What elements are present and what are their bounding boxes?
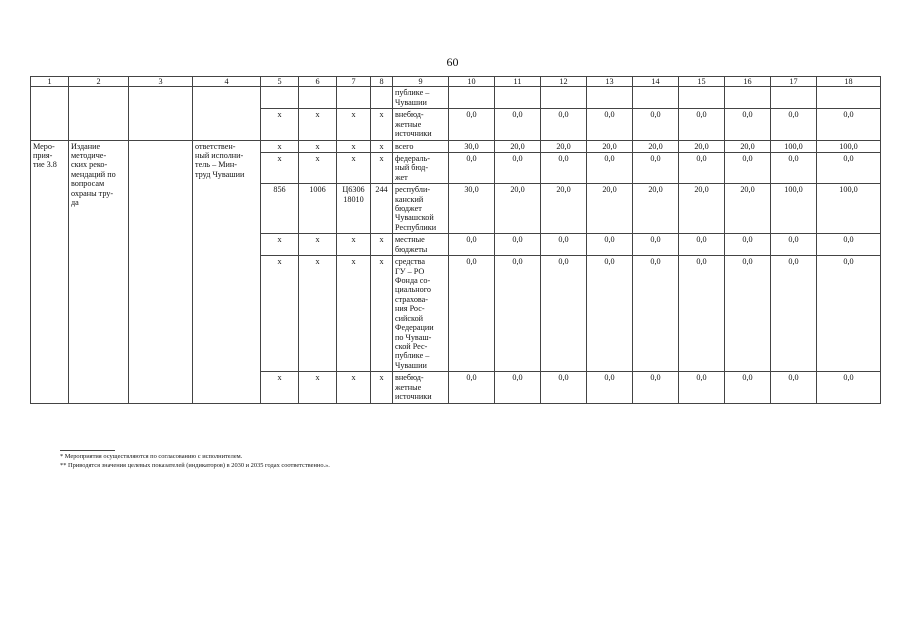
value-cell: 0,0 [771,234,817,256]
code-cell [371,87,393,109]
value-cell: 20,0 [541,140,587,152]
value-cell [817,87,881,109]
empty-cell [129,87,193,140]
value-cell: 100,0 [817,184,881,234]
value-cell: 0,0 [541,109,587,140]
empty-cell [129,140,193,403]
value-cell: 0,0 [541,234,587,256]
code-cell: x [261,372,299,403]
column-header: 15 [679,77,725,87]
code-cell: 856 [261,184,299,234]
code-cell: 1006 [299,184,337,234]
event-row [31,140,881,152]
code-cell: x [371,140,393,152]
footnote-1: * Мероприятия осуществляются по согласованию с исполнителем. [60,453,243,460]
value-cell: 0,0 [817,372,881,403]
value-cell: 0,0 [633,372,679,403]
value-cell: 0,0 [817,109,881,140]
code-cell: x [337,140,371,152]
value-cell: 30,0 [449,184,495,234]
value-cell [449,87,495,109]
value-cell: 20,0 [679,184,725,234]
value-cell [633,87,679,109]
value-cell: 0,0 [679,256,725,372]
code-cell: x [371,256,393,372]
code-cell: x [337,372,371,403]
value-cell: 0,0 [449,152,495,183]
value-cell [679,87,725,109]
value-cell: 100,0 [817,140,881,152]
code-cell: x [261,109,299,140]
value-cell: 0,0 [725,234,771,256]
code-cell: x [337,109,371,140]
code-cell: x [299,256,337,372]
column-header: 17 [771,77,817,87]
value-cell: 0,0 [587,234,633,256]
value-cell: 0,0 [633,152,679,183]
value-cell: 0,0 [587,109,633,140]
code-cell: x [337,234,371,256]
value-cell: 0,0 [771,152,817,183]
executor-cell [193,87,261,140]
value-cell [495,87,541,109]
value-cell: 20,0 [495,140,541,152]
value-cell: 0,0 [725,372,771,403]
value-cell: 100,0 [771,184,817,234]
funding-source-cell: внебюд- жетные источники [393,109,449,140]
code-cell [337,87,371,109]
value-cell: 0,0 [495,109,541,140]
value-cell: 0,0 [771,109,817,140]
value-cell: 20,0 [633,184,679,234]
footnotes [60,450,330,470]
value-cell: 0,0 [587,372,633,403]
event-name-cell [69,87,129,140]
value-cell: 20,0 [541,184,587,234]
value-cell: 20,0 [587,140,633,152]
value-cell: 0,0 [633,234,679,256]
event-number-cell: Меро- прия- тие 3.8 [31,140,69,403]
value-cell: 0,0 [817,256,881,372]
value-cell: 0,0 [587,256,633,372]
code-cell: x [371,372,393,403]
value-cell: 20,0 [679,140,725,152]
column-header: 4 [193,77,261,87]
funding-source-cell: средства ГУ – РО Фонда со- циального страхова- ния Рос- сийской Федерации по Чуваш- ской Рес- публике – Чувашии [393,256,449,372]
value-cell: 20,0 [725,140,771,152]
value-cell [725,87,771,109]
code-cell: x [371,234,393,256]
budget-table [30,76,881,404]
value-cell: 0,0 [449,372,495,403]
value-cell [771,87,817,109]
value-cell: 0,0 [817,234,881,256]
executor-cell: ответствен- ный исполни- тель – Мин- труд Чувашии [193,140,261,403]
column-header: 14 [633,77,679,87]
continuation-row [31,87,881,109]
column-header: 18 [817,77,881,87]
code-cell: x [371,152,393,183]
funding-source-cell: всего [393,140,449,152]
value-cell: 0,0 [495,256,541,372]
code-cell: x [261,234,299,256]
code-cell: x [299,109,337,140]
value-cell: 0,0 [771,256,817,372]
event-name-cell: Издание методиче- ских реко- мендаций по вопросам охраны тру- да [69,140,129,403]
value-cell: 0,0 [633,109,679,140]
value-cell: 20,0 [495,184,541,234]
code-cell: 244 [371,184,393,234]
value-cell: 0,0 [679,372,725,403]
code-cell: x [261,140,299,152]
column-header: 13 [587,77,633,87]
code-cell [299,87,337,109]
value-cell: 0,0 [817,152,881,183]
value-cell: 20,0 [725,184,771,234]
code-cell: x [299,372,337,403]
value-cell: 0,0 [587,152,633,183]
funding-source-cell: внебюд- жетные источники [393,372,449,403]
value-cell: 0,0 [725,256,771,372]
footnote-rule [60,450,115,451]
column-header: 9 [393,77,449,87]
column-header: 2 [69,77,129,87]
value-cell: 0,0 [725,152,771,183]
column-header: 11 [495,77,541,87]
value-cell [541,87,587,109]
value-cell: 0,0 [679,109,725,140]
column-header: 6 [299,77,337,87]
value-cell: 0,0 [495,372,541,403]
header-row [31,77,881,87]
value-cell: 100,0 [771,140,817,152]
column-header: 5 [261,77,299,87]
funding-source-cell: республи- канский бюджет Чувашской Республики [393,184,449,234]
column-header: 16 [725,77,771,87]
value-cell: 0,0 [771,372,817,403]
value-cell: 0,0 [449,109,495,140]
value-cell [587,87,633,109]
value-cell: 0,0 [449,234,495,256]
event-number-cell [31,87,69,140]
value-cell: 0,0 [495,234,541,256]
page-number: 60 [446,55,459,69]
code-cell: x [261,152,299,183]
code-cell: Ц6306 18010 [337,184,371,234]
funding-source-cell: местные бюджеты [393,234,449,256]
column-header: 10 [449,77,495,87]
footnote-2: ** Приводятся значения целевых показателей (индикаторов) в 2030 и 2035 годах соответственно.». [60,461,330,469]
value-cell: 0,0 [725,109,771,140]
value-cell: 0,0 [679,152,725,183]
value-cell: 20,0 [587,184,633,234]
column-header: 12 [541,77,587,87]
funding-source-cell: федераль- ный бюд- жет [393,152,449,183]
code-cell: x [299,234,337,256]
value-cell: 0,0 [633,256,679,372]
column-header: 8 [371,77,393,87]
code-cell: x [371,109,393,140]
funding-source-cell: публике – Чувашии [393,87,449,109]
column-header: 1 [31,77,69,87]
value-cell: 0,0 [541,256,587,372]
value-cell: 30,0 [449,140,495,152]
value-cell: 0,0 [449,256,495,372]
value-cell: 20,0 [633,140,679,152]
column-header: 7 [337,77,371,87]
code-cell: x [299,140,337,152]
value-cell: 0,0 [541,372,587,403]
value-cell: 0,0 [679,234,725,256]
column-header: 3 [129,77,193,87]
value-cell: 0,0 [541,152,587,183]
value-cell: 0,0 [495,152,541,183]
code-cell: x [337,152,371,183]
code-cell [261,87,299,109]
code-cell: x [337,256,371,372]
code-cell: x [299,152,337,183]
code-cell: x [261,256,299,372]
